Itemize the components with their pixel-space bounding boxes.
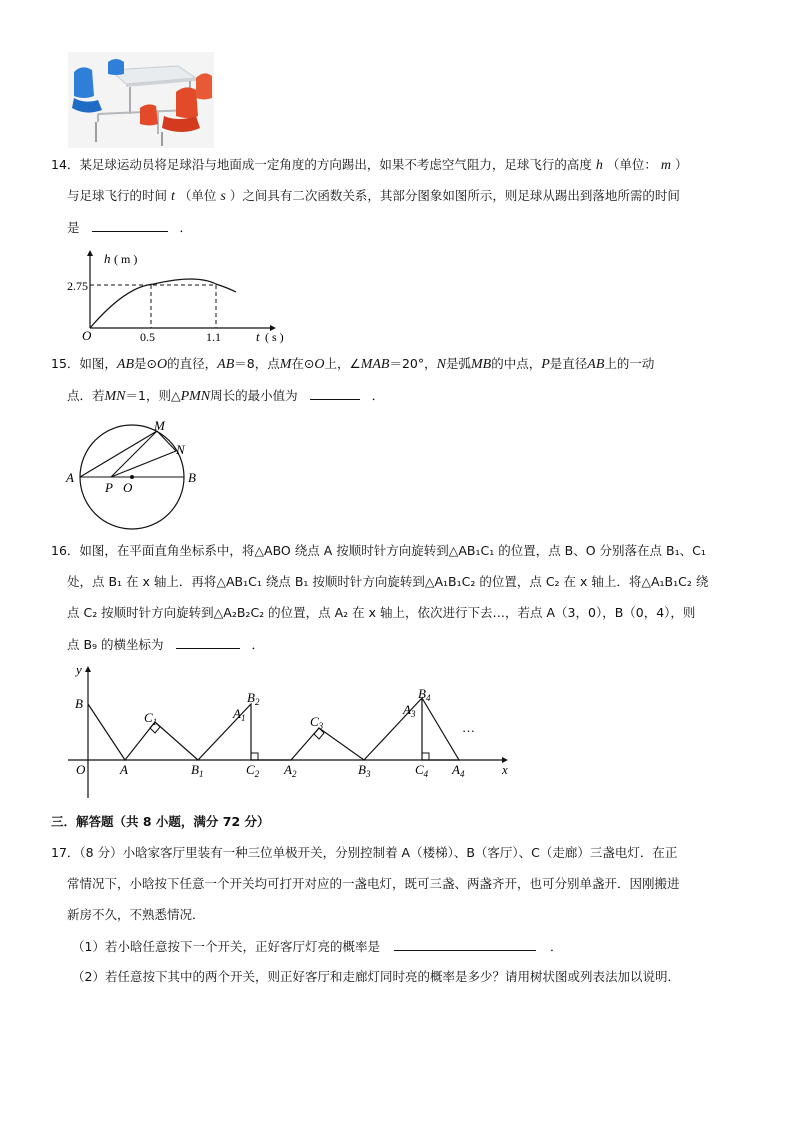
q17-answer-blank[interactable] bbox=[394, 938, 536, 951]
q16-line4: 点 B₉ 的横坐标为 ． bbox=[67, 637, 265, 652]
q14-line1: 14．某足球运动员将足球沿与地面成一定角度的方向踢出，如果不考虑空气阻力，足球飞行的高度 h （单位： m ） bbox=[51, 157, 688, 173]
fig16-C3: $C_3$ bbox=[310, 714, 324, 731]
fig16-C4: $C_4$ bbox=[415, 762, 429, 779]
furniture-photo bbox=[68, 52, 214, 148]
fig16-A1: $A_1$ bbox=[233, 706, 246, 723]
q15-answer-blank[interactable] bbox=[310, 387, 360, 400]
fig15-B: B bbox=[188, 470, 196, 485]
q17-sub1: （1）若小晗任意按下一个开关，正好客厅灯亮的概率是 ． bbox=[72, 939, 563, 954]
q14-graph bbox=[64, 248, 294, 346]
fig16-C1: $C_1$ bbox=[144, 710, 158, 727]
q15-line2: 点．若MN＝1，则△PMN周长的最小值为 ． bbox=[67, 388, 385, 404]
graph-t-label: t bbox=[256, 329, 260, 344]
q14-line3: 是 ． bbox=[67, 220, 192, 235]
fig16-O: O bbox=[76, 762, 86, 777]
fig16-B: B bbox=[75, 696, 83, 711]
q14-line2: 与足球飞行的时间 t （单位 s ）之间具有二次函数关系，其部分图象如图所示，则足球从踢出到落地所需的时间 bbox=[67, 188, 680, 204]
fig16-y: y bbox=[76, 664, 82, 677]
fig15-N: N bbox=[176, 442, 185, 457]
q16-answer-blank[interactable] bbox=[176, 636, 240, 649]
fig15-M: M bbox=[154, 418, 165, 433]
section-3-heading: 三．解答题（共 8 小题，满分 72 分） bbox=[51, 814, 270, 829]
q17-line2: 常情况下，小晗按下任意一个开关均可打开对应的一盏电灯，既可三盏、两盏齐开，也可分别单盏开．因刚搬进 bbox=[67, 876, 680, 891]
fig15-A: A bbox=[66, 470, 74, 485]
fig16-A3: $A_3$ bbox=[403, 702, 416, 719]
q16-line3: 点 C₂ 按顺时针方向旋转到△A₂B₂C₂ 的位置，点 A₂ 在 x 轴上，依次进行下去…，若点 A（3，0），B（0，4），则 bbox=[67, 605, 696, 620]
fig16-B1: $B_1$ bbox=[191, 762, 204, 779]
fig15-O: O bbox=[123, 480, 133, 495]
q16-line2: 处，点 B₁ 在 x 轴上．再将△AB₁C₁ 绕点 B₁ 按顺时针方向旋转到△A₁B₁C₂ 的位置，点 C₂ 在 x 轴上．将△A₁B₁C₂ 绕 bbox=[67, 574, 709, 589]
q14-answer-blank[interactable] bbox=[92, 219, 168, 232]
graph-x-tick-2: 1.1 bbox=[206, 330, 221, 344]
fig16-A4: $A_4$ bbox=[452, 762, 465, 779]
fig16-x: x bbox=[502, 762, 508, 777]
fig16-A2: $A_2$ bbox=[284, 762, 297, 779]
fig16-C2: $C_2$ bbox=[246, 762, 260, 779]
q17-line1: 17．（8 分）小晗家客厅里装有一种三位单极开关，分别控制着 A（楼梯）、B（客厅）、C（走廊）三盏电灯．在正 bbox=[51, 845, 678, 860]
fig15-P: P bbox=[105, 480, 113, 495]
q15-line1: 15．如图，AB是⊙O的直径，AB＝8，点M在⊙O上，∠MAB＝20°，N是弧MB的中点，P是直径AB上的一动 bbox=[51, 356, 655, 372]
fig16-B3: $B_3$ bbox=[358, 762, 371, 779]
q16-rotation-figure bbox=[66, 664, 516, 802]
q17-line3: 新房不久，不熟悉情况． bbox=[67, 907, 205, 922]
fig16-A: A bbox=[120, 762, 128, 777]
graph-y-tick: 2.75 bbox=[67, 279, 88, 293]
q17-sub2: （2）若任意按下其中的两个开关，则正好客厅和走廊灯同时亮的概率是多少？请用树状图或列表法加以说明． bbox=[72, 969, 680, 984]
graph-h-label: h bbox=[104, 251, 111, 266]
fig16-ellipsis: … bbox=[462, 720, 475, 735]
graph-h-unit: ( m ) bbox=[114, 252, 138, 266]
fig16-B4: $B_4$ bbox=[418, 686, 431, 703]
q15-circle-figure bbox=[62, 416, 202, 530]
q16-line1: 16．如图，在平面直角坐标系中，将△ABO 绕点 A 按顺时针方向旋转到△AB₁C₁ 的位置，点 B、O 分别落在点 B₁、C₁ bbox=[51, 543, 706, 558]
graph-origin: O bbox=[82, 328, 92, 343]
graph-x-tick-1: 0.5 bbox=[140, 330, 155, 344]
graph-t-unit: ( s ) bbox=[265, 330, 284, 344]
fig16-B2: $B_2$ bbox=[247, 690, 260, 707]
